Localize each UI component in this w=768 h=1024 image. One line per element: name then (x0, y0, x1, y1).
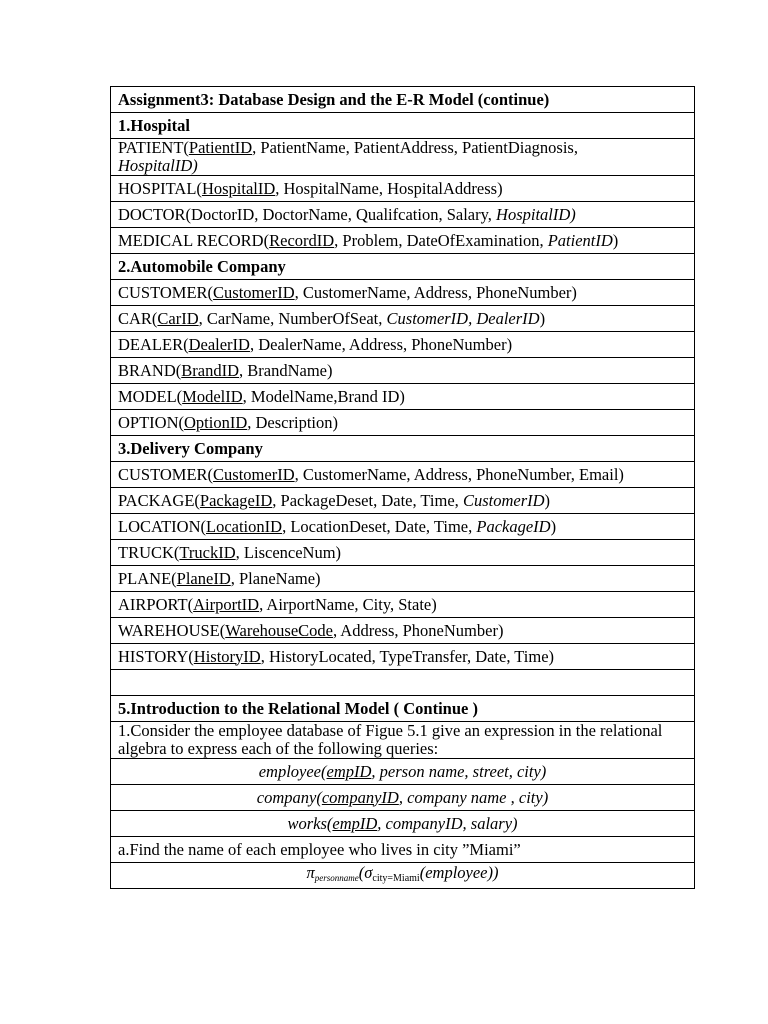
row-location: LOCATION(LocationID, LocationDeset, Date, Time, PackageID) (111, 514, 695, 540)
section-automobile: 2.Automobile Company (111, 254, 695, 280)
relational-algebra-formula: $\pi_{personname}(\sigma city=Miami(employee))$ (111, 863, 695, 889)
primary-key: CarID (157, 308, 199, 328)
primary-key: HistoryID (193, 646, 261, 666)
primary-key: HospitalID (201, 178, 276, 198)
section-delivery: 3.Delivery Company (111, 436, 695, 462)
foreign-key: CustomerID, DealerID (386, 308, 540, 328)
primary-key: PlaneID (176, 568, 231, 588)
row-airport: AIRPORT(AirportID, AirportName, City, State) (111, 592, 695, 618)
primary-key: OptionID (184, 412, 248, 432)
section-hospital: 1.Hospital (111, 113, 695, 139)
empty-row (111, 670, 695, 696)
primary-key: TruckID (179, 542, 236, 562)
row-auto-customer: CUSTOMER(CustomerID, CustomerName, Address, PhoneNumber) (111, 280, 695, 306)
question-1: 1.Consider the employee database of Figue 5.1 give an expression in the relational algebra to express each of the following queries: (111, 722, 695, 759)
primary-key: BrandID (181, 360, 239, 380)
primary-key: WarehouseCode (225, 620, 333, 640)
primary-key: CustomerID (213, 282, 295, 302)
primary-key: empID (326, 761, 372, 781)
assignment-table (110, 86, 695, 889)
primary-key: LocationID (206, 516, 283, 536)
row-warehouse: WAREHOUSE(WarehouseCode, Address, PhoneNumber) (111, 618, 695, 644)
primary-key: ModelID (182, 386, 243, 406)
row-model: MODEL(ModelID, ModelName,Brand ID) (111, 384, 695, 410)
schema-works: works(empID, companyID, salary) (111, 811, 695, 837)
foreign-key: CustomerID (462, 490, 545, 510)
primary-key: PatientID (188, 138, 253, 157)
document-title: Assignment3: Database Design and the E-R Model (continue) (111, 87, 695, 113)
row-brand: BRAND(BrandID, BrandName) (111, 358, 695, 384)
row-history: HISTORY(HistoryID, HistoryLocated, TypeTransfer, Date, Time) (111, 644, 695, 670)
foreign-key: HospitalID) (496, 204, 576, 224)
row-doctor: DOCTOR(DoctorID, DoctorName, Qualifcation, Salary, HospitalID) (111, 202, 695, 228)
foreign-key: PatientID (547, 230, 613, 250)
primary-key: DealerID (188, 334, 250, 354)
row-medical-record: MEDICAL RECORD(RecordID, Problem, DateOfExamination, PatientID) (111, 228, 695, 254)
row-plane: PLANE(PlaneID, PlaneName) (111, 566, 695, 592)
row-option: OPTION(OptionID, Description) (111, 410, 695, 436)
row-dealer: DEALER(DealerID, DealerName, Address, PhoneNumber) (111, 332, 695, 358)
schema-company: company(companyID, company name , city) (111, 785, 695, 811)
primary-key: RecordID (269, 230, 335, 250)
projection-symbol: π (306, 862, 315, 882)
selection-symbol: σ (364, 862, 373, 882)
row-patient: PATIENT(PatientID, PatientName, PatientAddress, PatientDiagnosis, HospitalID) (111, 139, 695, 176)
row-delivery-customer: CUSTOMER(CustomerID, CustomerName, Address, PhoneNumber, Email) (111, 462, 695, 488)
question-a: a.Find the name of each employee who lives in city ”Miami” (111, 837, 695, 863)
foreign-key: PackageID (476, 516, 551, 536)
primary-key: CustomerID (213, 464, 295, 484)
primary-key: empID (332, 813, 378, 833)
primary-key: companyID (321, 787, 399, 807)
section-relational-model: 5.Introduction to the Relational Model ( Continue ) (111, 696, 695, 722)
foreign-key: HospitalID) (118, 156, 198, 175)
projection-subscript: personname (314, 872, 359, 883)
row-hospital: HOSPITAL(HospitalID, HospitalName, HospitalAddress) (111, 176, 695, 202)
schema-employee: employee(empID, person name, street, city) (111, 759, 695, 785)
row-truck: TRUCK(TruckID, LiscenceNum) (111, 540, 695, 566)
primary-key: PackageID (199, 490, 273, 510)
formula-argument: (employee) (419, 862, 494, 882)
row-package: PACKAGE(PackageID, PackageDeset, Date, Time, CustomerID) (111, 488, 695, 514)
selection-subscript: city=Miami (372, 872, 420, 884)
row-car: CAR(CarID, CarName, NumberOfSeat, CustomerID, DealerID) (111, 306, 695, 332)
primary-key: AirportID (193, 594, 260, 614)
